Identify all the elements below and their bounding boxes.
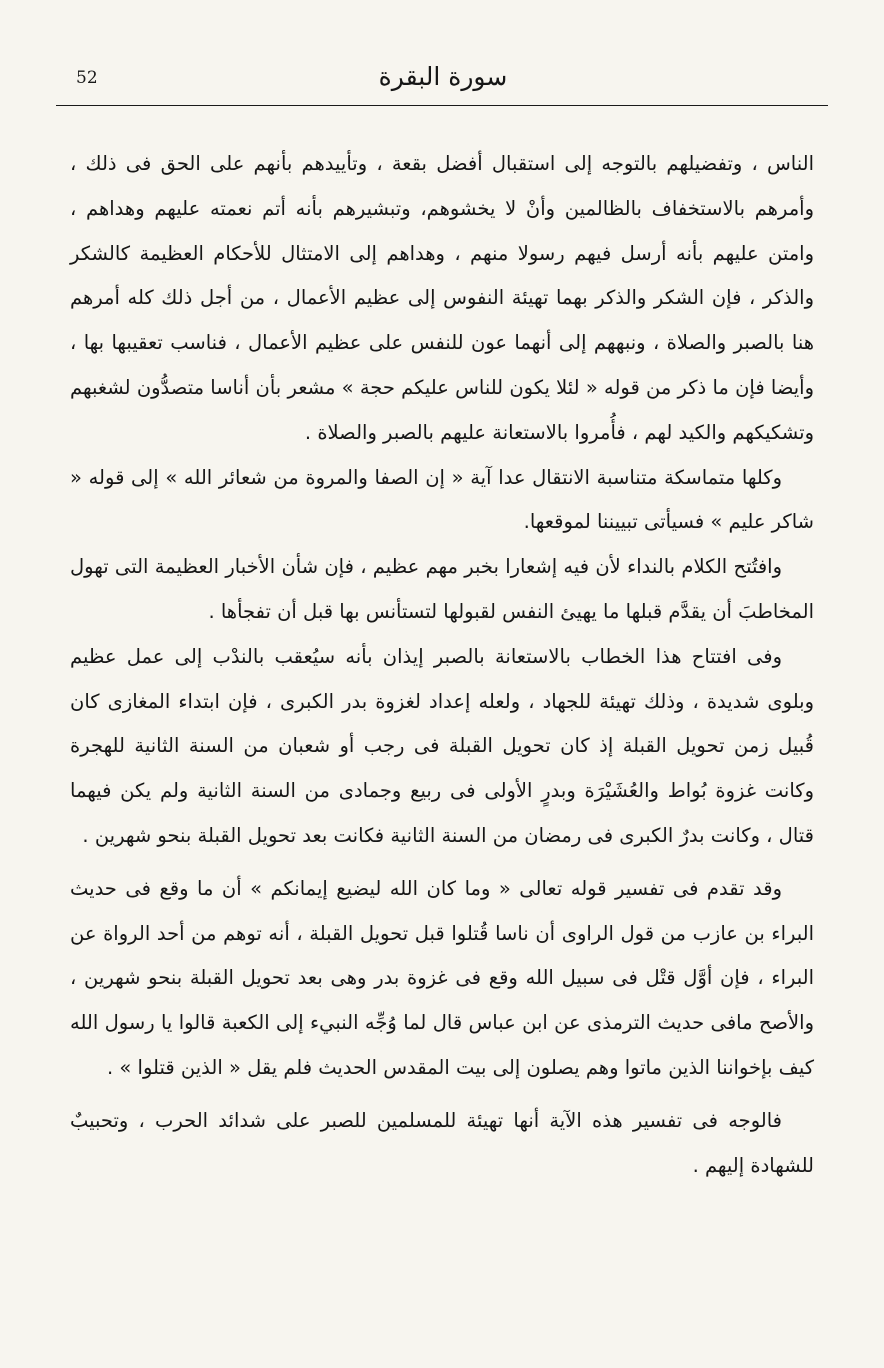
paragraph: فالوجه فى تفسير هذه الآية أنها تهيئة للمسلمين للصبر على شدائد الحرب ، وتحبيبٌ للشهادة إليهم . (70, 1108, 814, 1177)
page-header (66, 62, 820, 102)
paragraph: وفى افتتاح هذا الخطاب بالاستعانة بالصبر إيذان بأنه سيُعقب بالندْب إلى عمل عظيم وبلوى شديدة ، وذلك تهيئة للجهاد ، ولعله إعداد لغزوة بدر الكبرى ، فإن ابتداء المغازى كان قُبيل زمن تحويل القبلة إذ كان تحويل القبلة فى رجب أو شعبان من السنة الثانية للهجرة وكانت غزوة بُواط والعُشَيْرَة وبدرٍ الأولى فى ربيع وجمادى من السنة الثانية ولم يكن فيهما قتال ، وكانت بدرٌ الكبرى فى رمضان من السنة الثانية فكانت بعد تحويل القبلة بنحو شهرين . (70, 644, 814, 847)
paragraph: وكلها متماسكة متناسبة الانتقال عدا آية « إن الصفا والمروة من شعائر الله » إلى قوله « شاكر عليم » فسيأتى تبييننا لموقعها. (70, 465, 814, 534)
page-number: 52 (76, 68, 98, 88)
paragraph: الناس ، وتفضيلهم بالتوجه إلى استقبال أفضل بقعة ، وتأييدهم بأنهم على الحق فى ذلك ، وأمرهم بالاستخفاف بالظالمين وأنْ لا يخشوهم، وتبشيرهم بأنه أتم نعمته عليهم وهداهم ، وامتن عليهم بأنه أرسل فيهم رسولا منهم ، وهداهم إلى الامتثال للأحكام العظيمة كالشكر والذكر ، فإن الشكر والذكر بهما تهيئة النفوس إلى عظيم الأعمال ، من أجل ذلك كله أمرهم هنا بالصبر والصلاة ، ونبههم إلى أنهما عون للنفس على عظيم الأعمال ، فناسب تعقيبها بها ، وأيضا فإن ما ذكر من قوله « لئلا يكون للناس عليكم حجة » مشعر بأن أناسا متصدُّون لشغبهم وتشكيكهم والكيد لهم ، فأُمروا بالاستعانة عليهم بالصبر والصلاة . (70, 152, 814, 444)
body-text (70, 142, 814, 1188)
paragraph: وقد تقدم فى تفسير قوله تعالى « وما كان الله ليضيع إيمانكم » أن ما وقع فى حديث البراء بن عازب من قول الراوى أن ناسا قُتلوا قبل تحويل القبلة ، أنه توهم من أحد الرواة عن البراء ، فإن أوَّل قتْل فى سبيل الله وقع فى غزوة بدر وهى بعد تحويل القبلة بنحو شهرين ، والأصح مافى حديث الترمذى عن ابن عباس قال لما وُجِّه النبيء إلى الكعبة قالوا يا رسول الله كيف بإخواننا الذين ماتوا وهم يصلون إلى بيت المقدس الحديث فلم يقل « الذين قتلوا » . (70, 876, 814, 1079)
paragraph: وافتُتح الكلام بالنداء لأن فيه إشعارا بخبر مهم عظيم ، فإن شأن الأخبار العظيمة التى تهول المخاطبَ أن يقدَّم قبلها ما يهيئ النفس لقبولها لتستأنس بها قبل أن تفجأها . (70, 555, 814, 623)
header-divider (56, 105, 828, 106)
running-title: سورة البقرة (378, 62, 508, 91)
